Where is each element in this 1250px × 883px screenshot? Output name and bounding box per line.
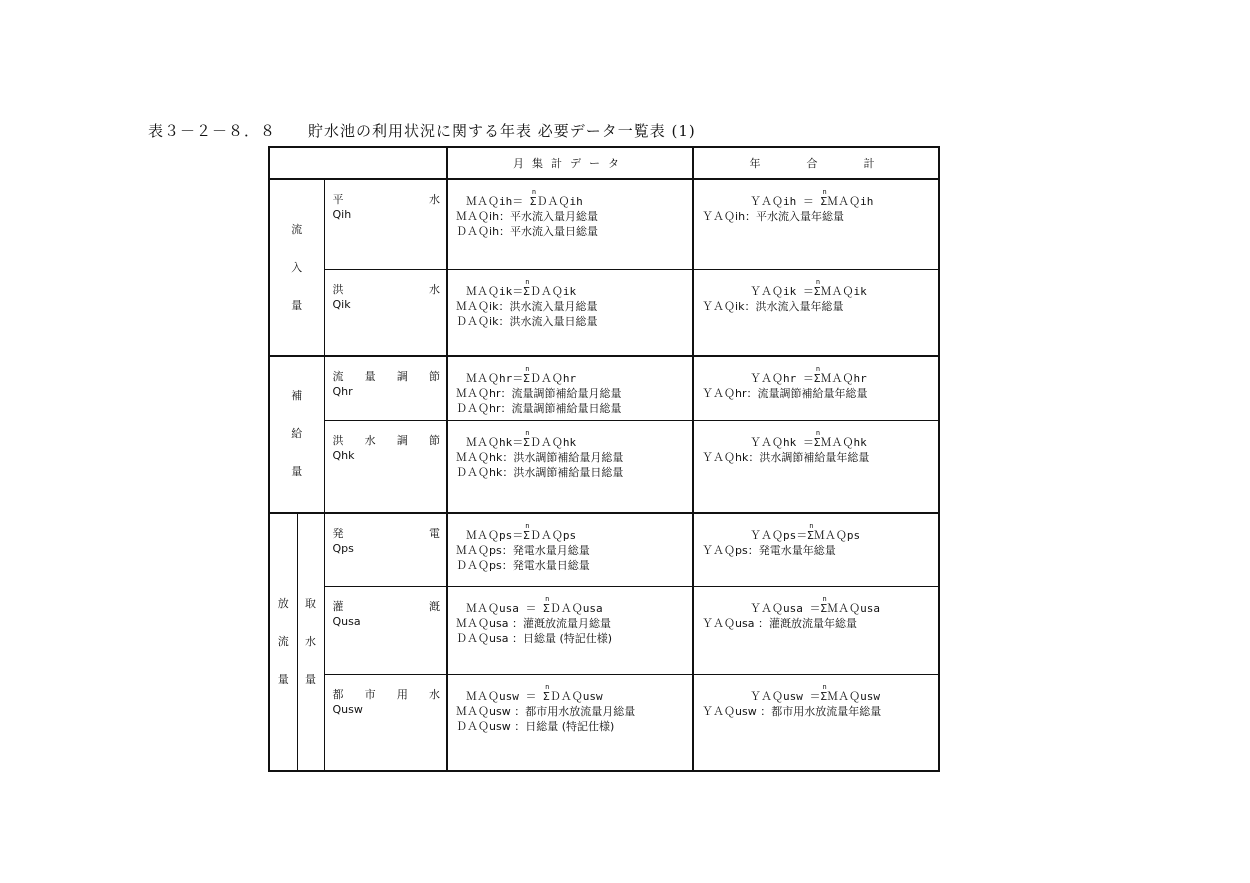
y-equation-rhs: ＭＡＱih: [827, 195, 874, 208]
item-name-char: 水: [364, 434, 376, 447]
category-supply-char: 補: [291, 389, 303, 403]
category-inflow-char: 入: [291, 260, 303, 274]
sigma-symbol: [807, 521, 814, 543]
sigma-sign: Σ: [820, 195, 828, 208]
monthly-definition: ＤＡＱih：平水流入量日総量: [456, 225, 599, 238]
item-name: [333, 599, 441, 614]
sigma-symbol: [523, 521, 530, 543]
annual-cell: [693, 421, 939, 513]
sigma-superscript: n: [525, 429, 530, 437]
sigma-sign: Σ: [820, 690, 828, 703]
y-equation-lhs: ＹＡＱusa ＝: [750, 602, 821, 615]
monthly-definition: ＭＡＱih：平水流入量月総量: [456, 210, 599, 223]
category-inflow-char: 流: [291, 222, 303, 236]
y-equation: [702, 188, 932, 209]
item-code: Qih: [332, 208, 352, 221]
sigma-sign: Σ: [543, 602, 550, 615]
sigma-superscript: n: [822, 683, 827, 691]
item-name-char: 洪: [332, 282, 344, 296]
m-equation-rhs: ＤＡＱps: [529, 528, 577, 542]
item-name-char: 水: [429, 688, 441, 701]
monthly-definition: ＭＡＱusw ：都市用水放流量月総量: [456, 705, 636, 718]
category-intake: [297, 513, 324, 771]
m-equation: [456, 365, 686, 386]
monthly-definition: ＤＡＱik：洪水流入量日総量: [456, 314, 598, 328]
item-label-cell: [324, 513, 447, 587]
y-equation-rhs: ＭＡＱik: [820, 284, 867, 298]
item-name-char: 節: [429, 370, 441, 383]
table-title: 表３－２－８．８ 貯水池の利用状況に関する年表 必要データ一覧表 (1): [148, 122, 696, 140]
item-name: [333, 282, 441, 297]
category-supply-char: 給: [291, 427, 303, 441]
item-name-char: 節: [429, 434, 441, 447]
table-row: [269, 179, 939, 269]
item-code: Qik: [332, 297, 351, 311]
data-requirements-table: [268, 146, 940, 772]
category-supply: [269, 356, 324, 513]
sigma-superscript: n: [822, 595, 827, 603]
annual-cell: [693, 179, 939, 269]
item-name-char: 灌: [332, 600, 344, 613]
monthly-definition: ＤＡＱusw ：日総量 (特記仕様): [456, 720, 615, 733]
category-intake-char: 水: [305, 634, 316, 648]
sigma-superscript: n: [815, 365, 821, 373]
category-inflow: [269, 179, 324, 356]
y-equation-lhs: ＹＡＱih ＝: [750, 195, 821, 208]
monthly-cell: [447, 356, 693, 421]
m-equation-lhs: ＭＡＱik＝: [466, 284, 524, 298]
y-equation-rhs: ＭＡＱhk: [820, 436, 867, 449]
category-inflow-char: 量: [291, 298, 303, 312]
category-intake-char: 取: [305, 596, 316, 610]
table-row: [269, 421, 939, 513]
y-equation-lhs: ＹＡＱhk ＝: [750, 436, 814, 449]
item-name-char: 水: [429, 193, 441, 206]
monthly-cell: [447, 513, 693, 587]
y-equation-rhs: ＭＡＱusw: [827, 690, 881, 703]
m-equation-lhs: ＭＡＱhr＝: [466, 372, 524, 385]
item-name-char: 調: [396, 434, 408, 447]
annual-definition: ＹＡＱusw ：都市用水放流量年総量: [702, 705, 882, 718]
item-name: [333, 192, 441, 207]
item-label-cell: [324, 421, 447, 513]
item-name-char: 用: [396, 688, 408, 701]
header-annual: 年 合 計: [693, 147, 939, 179]
item-name-char: 水: [429, 282, 441, 296]
monthly-definition: ＭＡＱik：洪水流入量月総量: [456, 299, 598, 313]
y-equation-rhs: ＭＡＱhr: [820, 372, 867, 385]
m-equation: [456, 277, 686, 299]
m-equation-rhs: ＤＡＱih: [536, 195, 583, 208]
item-name: [333, 369, 441, 384]
monthly-cell: [447, 269, 693, 356]
item-name-char: 洪: [332, 434, 344, 447]
item-name: [333, 526, 441, 541]
y-equation: [702, 683, 932, 704]
sigma-symbol: [820, 683, 828, 704]
y-equation: [702, 521, 932, 543]
sigma-symbol: [820, 595, 828, 616]
sigma-sign: Σ: [813, 284, 821, 298]
item-name-char: 流: [332, 370, 344, 383]
sigma-sign: Σ: [813, 436, 821, 449]
table-row: [269, 356, 939, 421]
sigma-superscript: n: [809, 521, 814, 530]
category-discharge-char: 放: [277, 596, 289, 610]
category-supply-char: 量: [291, 465, 303, 479]
item-name-char: 漑: [429, 600, 441, 613]
monthly-definition: ＭＡＱhr：流量調節補給量月総量: [456, 387, 622, 400]
annual-cell: [693, 356, 939, 421]
sigma-superscript: n: [525, 521, 530, 530]
sigma-symbol: [813, 277, 821, 299]
annual-cell: [693, 269, 939, 356]
item-name-char: 都: [332, 688, 344, 701]
m-equation: [456, 521, 686, 543]
sigma-symbol: [813, 429, 821, 450]
monthly-definition: ＤＡＱusa ：日総量 (特記仕様): [456, 632, 613, 645]
sigma-superscript: n: [531, 188, 537, 196]
y-equation-rhs: ＭＡＱps: [813, 528, 861, 542]
y-equation: [702, 429, 932, 450]
sigma-sign: Σ: [543, 690, 550, 703]
monthly-cell: [447, 675, 693, 771]
sigma-sign: Σ: [523, 436, 530, 449]
sigma-sign: Σ: [529, 195, 537, 208]
m-equation-lhs: ＭＡＱih＝: [466, 195, 530, 208]
sigma-symbol: [523, 429, 530, 450]
sigma-symbol: [523, 365, 530, 386]
y-equation-rhs: ＭＡＱusa: [827, 602, 881, 615]
item-label-cell: [324, 356, 447, 421]
sigma-superscript: n: [822, 188, 827, 196]
annual-definition: ＹＡＱih：平水流入量年総量: [702, 210, 845, 223]
sigma-sign: Σ: [523, 372, 530, 385]
y-equation-lhs: ＹＡＱik ＝: [750, 284, 814, 298]
m-equation-rhs: ＤＡＱusa: [549, 602, 603, 615]
item-code: Qhr: [332, 385, 353, 398]
m-equation: [456, 188, 686, 209]
item-name-char: 調: [396, 370, 408, 383]
y-equation: [702, 595, 932, 616]
sigma-superscript: n: [545, 683, 550, 691]
m-equation-rhs: ＤＡＱik: [529, 284, 577, 298]
monthly-cell: [447, 179, 693, 269]
sigma-symbol: [543, 595, 550, 616]
sigma-superscript: n: [525, 365, 530, 373]
y-equation: [702, 277, 932, 299]
m-equation-rhs: ＤＡＱhr: [529, 372, 577, 385]
m-equation-rhs: ＤＡＱhk: [529, 436, 577, 449]
category-discharge-char: 量: [277, 672, 289, 686]
sigma-sign: Σ: [820, 602, 828, 615]
sigma-sign: Σ: [807, 528, 814, 542]
table-row: [269, 675, 939, 771]
annual-cell: [693, 587, 939, 675]
item-name-char: 平: [332, 193, 344, 206]
sigma-symbol: [543, 683, 550, 704]
annual-definition: ＹＡＱusa ：灌漑放流量年総量: [702, 617, 857, 630]
category-discharge-char: 流: [277, 634, 289, 648]
sigma-sign: Σ: [813, 372, 821, 385]
monthly-definition: ＭＡＱps：発電水量月総量: [456, 543, 590, 557]
annual-cell: [693, 513, 939, 587]
item-name-char: 電: [429, 526, 441, 540]
annual-cell: [693, 675, 939, 771]
header-monthly: 月集計データ: [447, 147, 693, 179]
item-code: Qusw: [332, 703, 363, 716]
sigma-sign: Σ: [523, 284, 530, 298]
monthly-cell: [447, 421, 693, 513]
monthly-definition: ＤＡＱps：発電水量日総量: [456, 558, 590, 572]
sigma-superscript: n: [815, 429, 821, 437]
item-name: [333, 433, 441, 448]
m-equation: [456, 683, 686, 704]
category-discharge: [269, 513, 297, 771]
sigma-symbol: [523, 277, 530, 299]
m-equation: [456, 595, 686, 616]
monthly-definition: ＤＡＱhr：流量調節補給量日総量: [456, 402, 622, 415]
header-row: [269, 147, 939, 179]
m-equation-lhs: ＭＡＱhk＝: [466, 436, 524, 449]
item-label-cell: [324, 269, 447, 356]
item-name-char: 量: [364, 370, 376, 383]
table-row: [269, 269, 939, 356]
monthly-definition: ＭＡＱusa ：灌漑放流量月総量: [456, 617, 611, 630]
y-equation-lhs: ＹＡＱhr ＝: [750, 372, 814, 385]
sigma-symbol: [813, 365, 821, 386]
monthly-definition: ＭＡＱhk：洪水調節補給量月総量: [456, 451, 624, 464]
annual-definition: ＹＡＱps：発電水量年総量: [702, 543, 836, 557]
m-equation-rhs: ＤＡＱusw: [549, 690, 603, 703]
item-label-cell: [324, 675, 447, 771]
sigma-superscript: n: [545, 595, 550, 603]
monthly-cell: [447, 587, 693, 675]
sigma-superscript: n: [815, 277, 821, 286]
m-equation-lhs: ＭＡＱusa ＝: [466, 602, 544, 615]
header-blank-cell: [269, 147, 447, 179]
item-name: [333, 687, 441, 702]
category-intake-char: 量: [305, 672, 316, 686]
annual-definition: ＹＡＱik：洪水流入量年総量: [702, 299, 844, 313]
item-label-cell: [324, 179, 447, 269]
m-equation-lhs: ＭＡＱps＝: [466, 528, 524, 542]
item-label-cell: [324, 587, 447, 675]
y-equation: [702, 365, 932, 386]
table-row: [269, 587, 939, 675]
sigma-symbol: [529, 188, 537, 209]
item-code: Qusa: [332, 615, 361, 628]
sigma-sign: Σ: [523, 528, 530, 542]
item-name-char: 発: [332, 526, 344, 540]
annual-definition: ＹＡＱhk：洪水調節補給量年総量: [702, 451, 870, 464]
m-equation: [456, 429, 686, 450]
sigma-superscript: n: [525, 277, 530, 286]
annual-definition: ＹＡＱhr：流量調節補給量年総量: [702, 387, 868, 400]
sigma-symbol: [820, 188, 828, 209]
item-code: Qhk: [332, 449, 355, 462]
item-code: Qps: [332, 541, 354, 555]
y-equation-lhs: ＹＡＱusw ＝: [750, 690, 821, 703]
item-name-char: 市: [364, 688, 376, 701]
monthly-definition: ＤＡＱhk：洪水調節補給量日総量: [456, 466, 624, 479]
y-equation-lhs: ＹＡＱps＝: [750, 528, 808, 542]
m-equation-lhs: ＭＡＱusw ＝: [466, 690, 544, 703]
table-row: [269, 513, 939, 587]
